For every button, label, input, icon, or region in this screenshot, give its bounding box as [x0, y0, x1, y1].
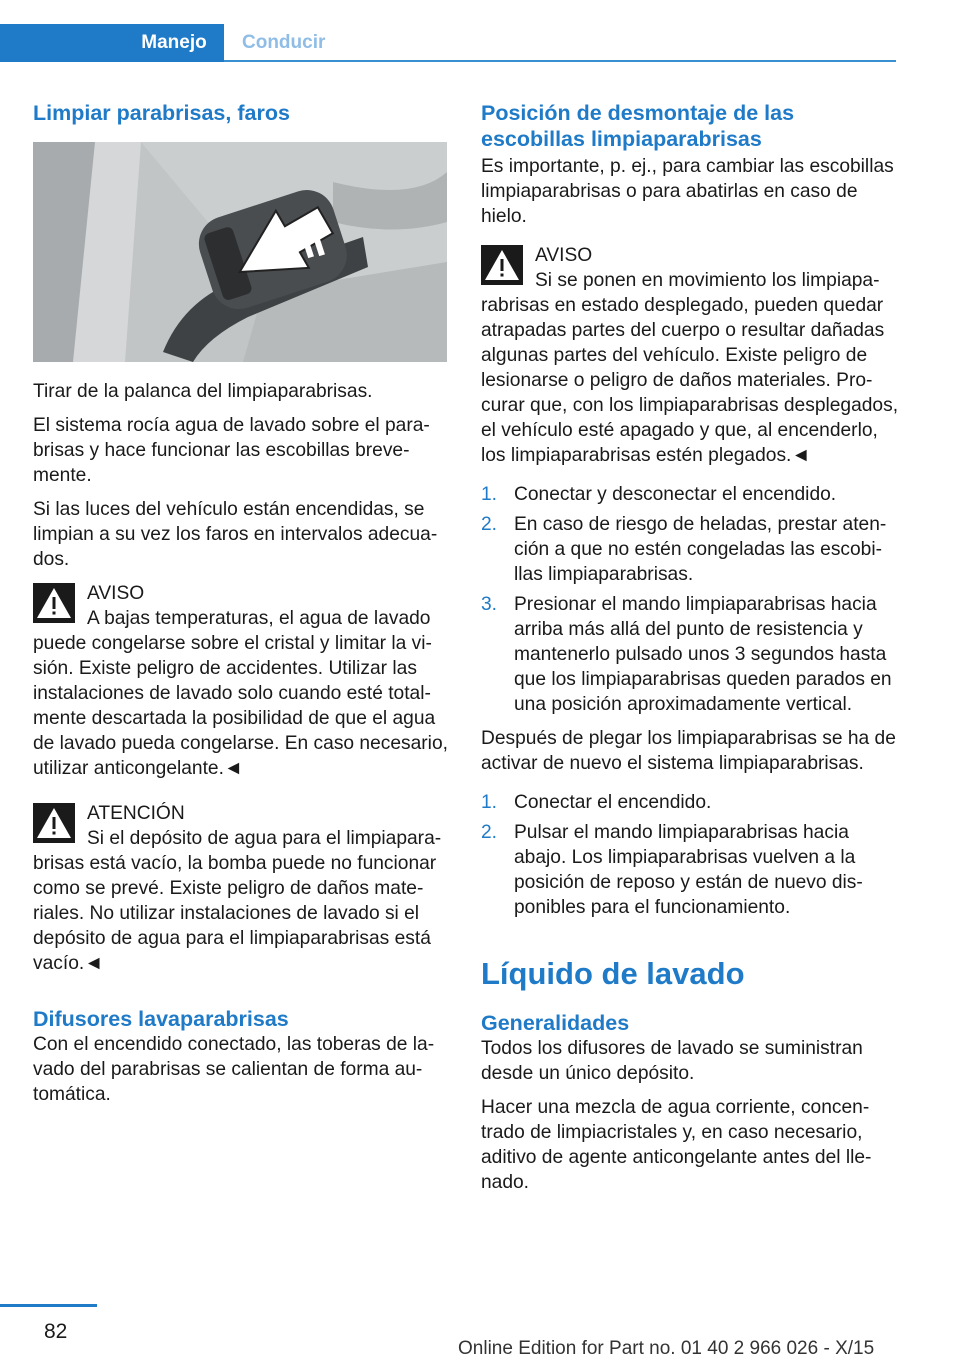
warning-text: Si se ponen en movimiento los limpiaparabrisas en estado desplegado, pueden quedar atrapadas partes del cuerpo o resultar dañadas algunas partes del vehículo. Existe peligro de lesionarse o peligro de daños materiales. Procurar que, con los limpiaparabrisas desplegados, el vehículo esté apagado y que, al encenderlo, los limpiaparabrisas estén plegados.◄: [481, 270, 899, 466]
heading-wiper-position: Posición de desmontaje de las escobillas limpiaparabrisas: [481, 101, 795, 151]
warning-text: A bajas temperaturas, el agua de lavado puede congelarse sobre el cristal y limitar la visión. Existe peligro de accidentes. Utilizar las instalaciones de lavado solo cuando esté totalmente descartada la posibilidad de que el agua de lavado pueda congelarse. En caso necesario, utilizar anticongelante.◄: [33, 608, 448, 779]
tab-manejo[interactable]: Manejo: [124, 24, 224, 62]
caution-block: [33, 801, 449, 976]
paragraph: Hacer una mezcla de agua corriente, concentrado de limpiacristales y, en caso necesario, aditivo de agente anticongelante antes del llenado.: [481, 1097, 872, 1193]
paragraph: Es importante, p. ej., para cambiar las escobillas limpiaparabrisas o para abatirlas en caso de hielo.: [481, 156, 894, 227]
steps-list: [481, 482, 899, 717]
heading-nozzles: Difusores lavaparabrisas: [33, 1007, 289, 1031]
left-column: [33, 100, 449, 1116]
edition-text: Online Edition for Part no. 01 40 2 966 026 - X/15: [458, 1338, 875, 1359]
right-column: [481, 100, 899, 1204]
paragraph: Después de plegar los limpiaparabrisas se ha de activar de nuevo el sistema limpiaparabrisas.: [481, 728, 896, 774]
warning-triangle-icon: [33, 803, 75, 843]
paragraph: Si las luces del vehículo están encendidas, se limpian a su vez los faros en intervalos adecuados.: [33, 499, 438, 570]
warning-title: AVISO: [535, 245, 593, 266]
list-item: 3. Presionar el mando limpiaparabrisas hacia arriba más allá del punto de resistencia y mantenerlo pulsado unos 3 segundos hasta que los limpiaparabrisas queden parados en una posición aproximadamente vertical.: [481, 594, 892, 715]
list-item: 2. Pulsar el mando limpiaparabrisas hacia abajo. Los limpiaparabrisas vuelven a la posición de reposo y están de nuevo disponibles para el funcionamiento.: [481, 822, 863, 918]
warning-triangle-icon: [33, 583, 75, 623]
heading-clean-windshield: Limpiar parabrisas, faros: [33, 101, 290, 125]
header-accent: [0, 24, 124, 62]
footer-accent: [0, 1304, 97, 1307]
tab-conducir[interactable]: Conducir: [242, 32, 326, 53]
paragraph: Tirar de la palanca del limpiaparabrisas.: [33, 381, 373, 402]
caution-title: ATENCIÓN: [87, 803, 185, 824]
wiper-lever-photo: [33, 142, 447, 362]
paragraph: Con el encendido conectado, las toberas de lavado del parabrisas se calientan de forma automática.: [33, 1034, 435, 1105]
list-item: 1. Conectar el encendido.: [481, 792, 712, 813]
warning-block: [33, 581, 449, 781]
page-number: 82: [44, 1320, 68, 1343]
warning-block: [481, 243, 899, 468]
paragraph: El sistema rocía agua de lavado sobre el parabrisas y hace funcionar las escobillas brevemente.: [33, 415, 430, 486]
caution-text: Si el depósito de agua para el limpiaparabrisas está vacío, la bomba puede no funcionar como se prevé. Existe peligro de daños materiales. No utilizar instalaciones de lavado si el depósito de agua para el limpiaparabrisas está vacío.◄: [33, 828, 442, 974]
paragraph: Todos los difusores de lavado se suministran desde un único depósito.: [481, 1038, 863, 1084]
list-item: 2. En caso de riesgo de heladas, prestar atención a que no estén congeladas las escobillas limpiaparabrisas.: [481, 514, 887, 585]
list-item: 1. Conectar y desconectar el encendido.: [481, 484, 837, 505]
steps-list: [481, 790, 899, 920]
warning-title: AVISO: [87, 583, 145, 604]
heading-general: Generalidades: [481, 1011, 630, 1035]
warning-triangle-icon: [481, 245, 523, 285]
chapter-header: [0, 24, 896, 62]
heading-washer-fluid: Líquido de lavado: [481, 956, 745, 991]
